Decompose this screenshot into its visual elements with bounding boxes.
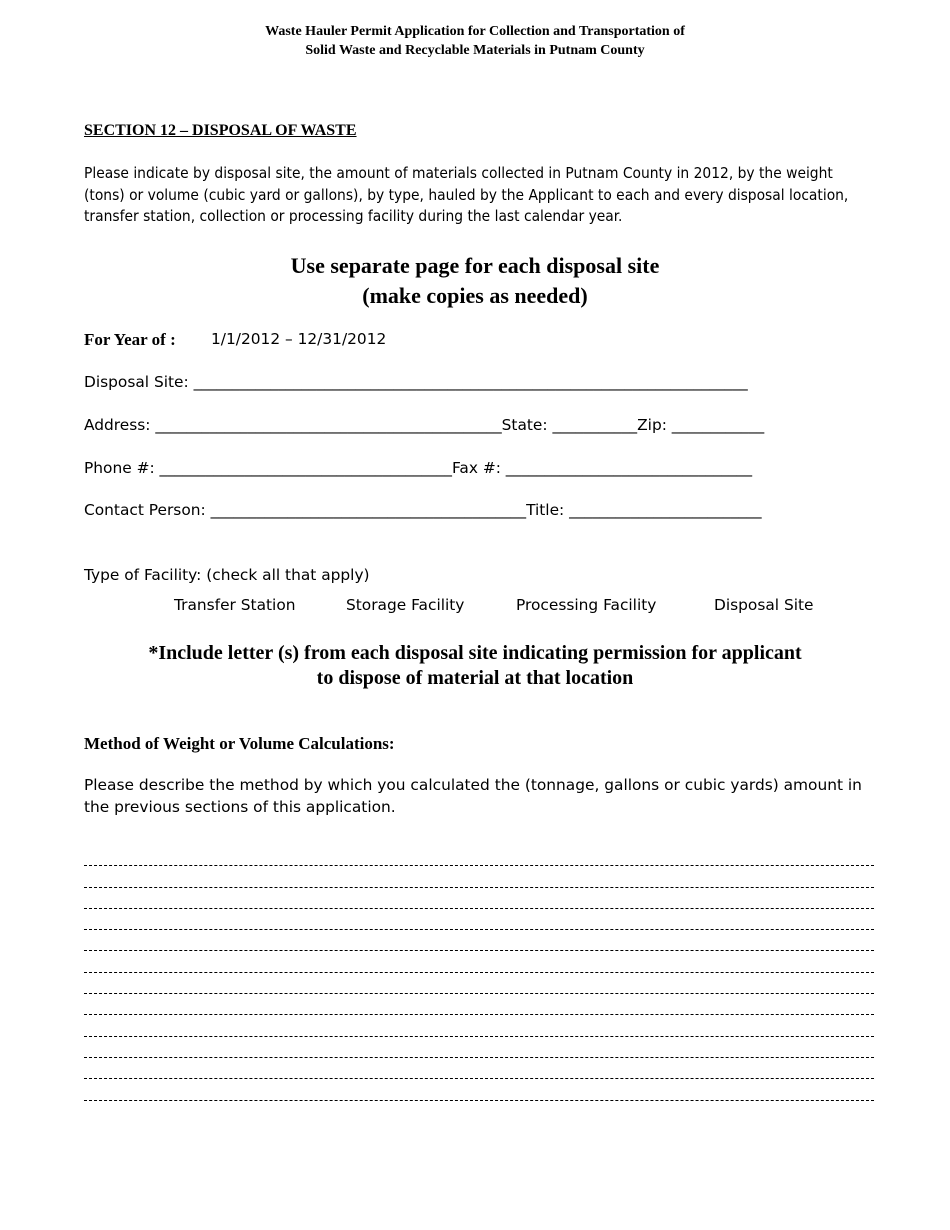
facility-option-storage-facility[interactable]: Storage Facility xyxy=(346,596,465,614)
instruction-line-1: Use separate page for each disposal site xyxy=(290,253,660,278)
answer-line[interactable] xyxy=(84,909,874,930)
contact-title-field[interactable]: Contact Person: _________________________________________Title: _________________________ xyxy=(84,501,762,519)
facility-option-processing-facility[interactable]: Processing Facility xyxy=(516,596,657,614)
facility-option-disposal-site[interactable]: Disposal Site xyxy=(714,596,814,614)
answer-line[interactable] xyxy=(84,1015,874,1036)
header-line-2: Solid Waste and Recyclable Materials in Putnam County xyxy=(305,43,645,58)
document-header xyxy=(0,22,950,60)
section-title: SECTION 12 – DISPOSAL OF WASTE xyxy=(84,122,357,139)
year-value: 1/1/2012 – 12/31/2012 xyxy=(211,330,387,348)
method-title: Method of Weight or Volume Calculations: xyxy=(84,734,395,753)
method-description: Please describe the method by which you calculated the (tonnage, gallons or cubic yards) amount in the previous sections of this application. xyxy=(84,776,862,816)
section-intro: Please indicate by disposal site, the amount of materials collected in Putnam County in 2012, by the weight (tons) or volume (cubic yard or gallons), by type, hauled by the Applicant to each and every disposal location, transfer station, collection or processing facility during the last calendar year. xyxy=(84,164,849,225)
facility-type-label: Type of Facility: (check all that apply) xyxy=(84,566,370,584)
answer-line[interactable] xyxy=(84,930,874,951)
answer-line[interactable] xyxy=(84,1079,874,1100)
answer-line[interactable] xyxy=(84,1037,874,1058)
phone-fax-field[interactable]: Phone #: ______________________________________Fax #: ________________________________ xyxy=(84,459,753,477)
answer-line[interactable] xyxy=(84,845,874,866)
permission-note-line-1: *Include letter (s) from each disposal site indicating permission for applicant xyxy=(148,642,802,664)
permission-note xyxy=(0,641,950,691)
header-line-1: Waste Hauler Permit Application for Collection and Transportation of xyxy=(265,24,685,39)
instruction-line-2: (make copies as needed) xyxy=(362,283,588,308)
disposal-site-field[interactable]: Disposal Site: ________________________________________________________________________ xyxy=(84,373,748,391)
answer-line[interactable] xyxy=(84,994,874,1015)
answer-line[interactable] xyxy=(84,866,874,887)
method-answer-area[interactable] xyxy=(84,845,874,1105)
facility-option-transfer-station[interactable]: Transfer Station xyxy=(174,596,296,614)
answer-line[interactable] xyxy=(84,973,874,994)
address-state-zip-field[interactable]: Address: _____________________________________________State: ___________Zip: ____________ xyxy=(84,416,765,434)
permission-note-line-2: to dispose of material at that location xyxy=(316,667,634,689)
year-label: For Year of : xyxy=(84,330,176,349)
instruction-heading xyxy=(0,251,950,311)
answer-line[interactable] xyxy=(84,1058,874,1079)
answer-line[interactable] xyxy=(84,951,874,972)
answer-line[interactable] xyxy=(84,888,874,909)
